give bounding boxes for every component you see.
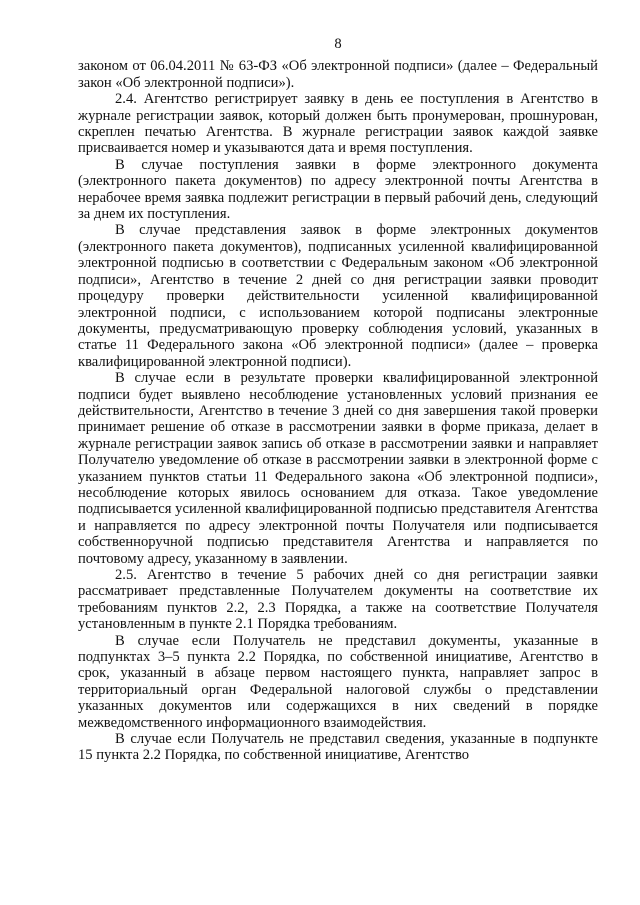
paragraph-continuation: законом от 06.04.2011 № 63-ФЗ «Об электронной подписи» (далее – Федеральный закон «Об электронной подписи»). — [78, 58, 598, 91]
paragraph-information: В случае если Получатель не представил сведения, указанные в подпункте 15 пункта 2.2 Порядка, по собственной инициативе, Агентство — [78, 731, 598, 764]
paragraph-2-4: 2.4. Агентство регистрирует заявку в день ее поступления в Агентство в журнале регистрации заявок, который должен быть пронумерован, прошнурован, скреплен печатью Агентства. В журнале регистрации заявок каждой заявке присваивается номер и указываются дата и время поступления. — [78, 91, 598, 157]
paragraph-tax-request: В случае если Получатель не представил документы, указанные в подпунктах 3–5 пункта 2.2 Порядка, по собственной инициативе, Агентство в срок, указанный в абзаце первом настоящего пункта, направляет запрос в территориальный орган Федеральной налоговой службы о представлении указанных документов или содержащихся в них сведений в порядке межведомственного информационного взаимодействия. — [78, 632, 598, 731]
paragraph-2-5: 2.5. Агентство в течение 5 рабочих дней со дня регистрации заявки рассматривает представленные Получателем документы на соответствие их требованиям пунктов 2.2, 2.3 Порядка, а также на соответствие Получателя установленным в пункте 2.1 Порядка требованиям. — [78, 567, 598, 633]
paragraph-signature-check: В случае представления заявок в форме электронных документов (электронного пакета документов), подписанных усиленной квалифицированной электронной подписью в соответствии с Федеральным законом «Об электронной подписи», Агентство в течение 2 дней со дня регистрации заявки проводит процедуру проверки действительности усиленной квалифицированной электронной подписи, с использованием которой подписаны электронные документы, предусматривающую проверку соблюдения условий, указанных в статье 11 Федерального закона «Об электронной подписи» (далее – проверка квалифицированной электронной подписи). — [78, 222, 598, 370]
page-number: 8 — [334, 36, 342, 52]
paragraph-refusal: В случае если в результате проверки квалифицированной электронной подписи будет выявлено несоблюдение установленных условий признания ее действительности, Агентство в течение 3 дней со дня завершения такой проверки принимает решение об отказе в рассмотрении заявки в форме приказа, делает в журнале регистрации заявок запись об отказе в рассмотрении заявки и направляет Получателю уведомление об отказе в рассмотрении заявки в электронной форме с указанием пунктов статьи 11 Федерального закона «Об электронной подписи», несоблюдение которых явилось основанием для отказа. Такое уведомление подписывается усиленной квалифицированной подписью представителя Агентства и направляется по адресу электронной почты Получателя или подписывается собственноручной подписью представителя Агентства и направляется по почтовому адресу, указанному в заявлении. — [78, 370, 598, 567]
document-page — [78, 36, 598, 764]
paragraph-electronic-receipt: В случае поступления заявки в форме электронного документа (электронного пакета документов) по адресу электронной почты Агентства в нерабочее время заявка подлежит регистрации в первый рабочий день, следующий за днем их поступления. — [78, 156, 598, 223]
